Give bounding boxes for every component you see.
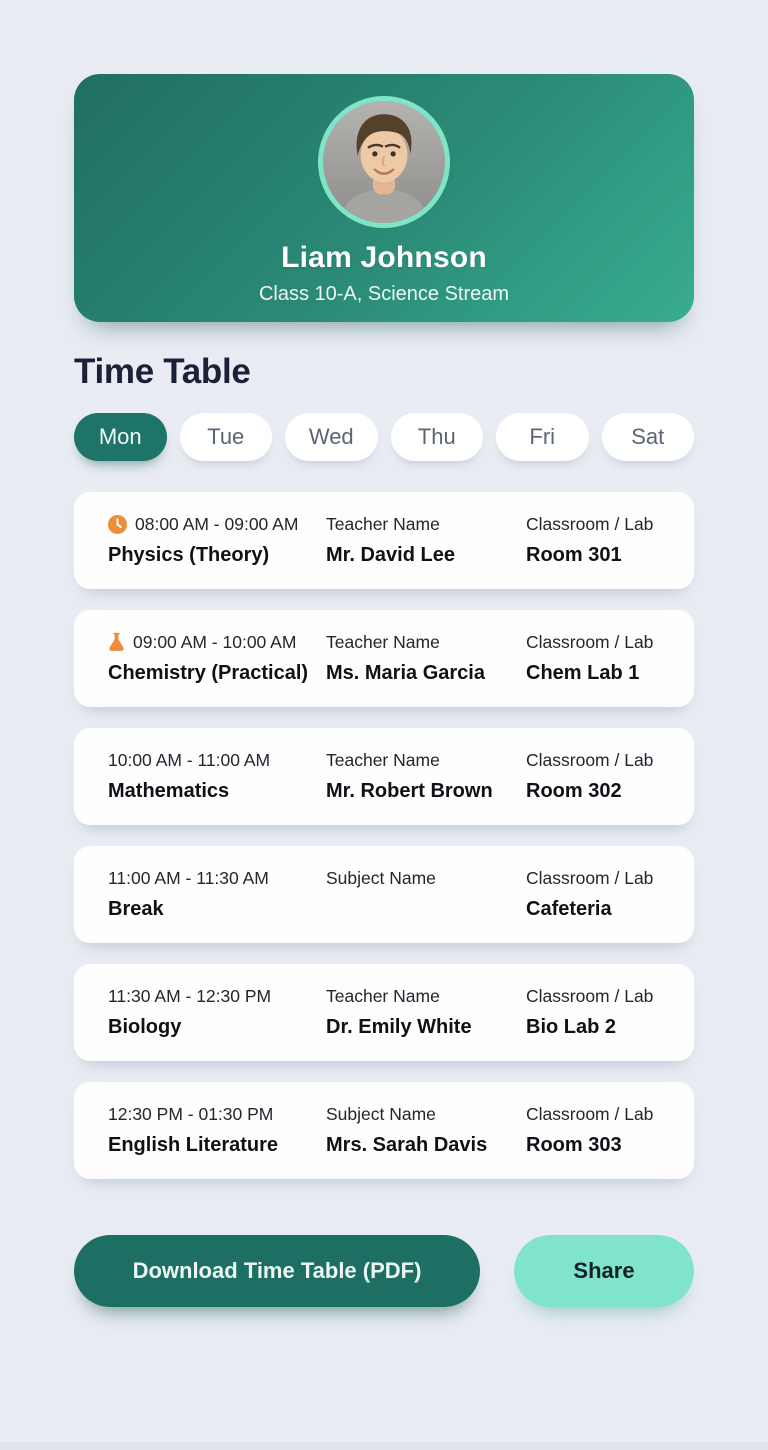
clock-icon [108,515,127,534]
classroom-cell [526,514,678,567]
subject-name: Mathematics [108,780,230,802]
time-subject-cell [108,868,326,921]
teacher-cell [326,1104,526,1157]
flask-icon [108,632,125,652]
action-buttons-row [74,1235,694,1307]
bottom-strip [0,1442,768,1450]
subject-name: Physics (Theory) [108,544,270,566]
day-tab-label: Fri [529,424,556,449]
classroom-value: Room 302 [526,780,622,802]
download-pdf-button[interactable]: Download Time Table (PDF) [74,1235,480,1307]
main-content [74,74,694,1307]
schedule-card [74,846,694,943]
day-tab-label: Thu [417,424,456,449]
teacher-cell [326,514,526,567]
classroom-label: Classroom / Lab [526,868,654,888]
classroom-value: Room 301 [526,544,622,566]
classroom-label: Classroom / Lab [526,1104,654,1124]
teacher-value: Ms. Maria Garcia [326,662,485,684]
page-title: Time Table [74,352,251,391]
day-tab-fri[interactable] [496,413,589,461]
teacher-value: Mr. Robert Brown [326,780,493,802]
teacher-label: Subject Name [326,1104,436,1124]
teacher-cell [326,868,526,921]
teacher-label: Subject Name [326,868,436,888]
subject-name: Break [108,898,164,920]
day-tab-label: Wed [308,424,354,449]
teacher-value: Mrs. Sarah Davis [326,1134,488,1156]
classroom-label: Classroom / Lab [526,632,654,652]
classroom-cell [526,868,678,921]
teacher-label: Teacher Name [326,632,440,652]
time-subject-cell [108,514,326,567]
day-tab-label: Mon [98,424,142,449]
schedule-list [74,492,694,1179]
teacher-value [326,897,526,921]
schedule-card [74,492,694,589]
day-tab-tue[interactable] [180,413,273,461]
classroom-value: Chem Lab 1 [526,662,640,684]
day-tab-label: Sat [631,424,665,449]
classroom-label: Classroom / Lab [526,750,654,770]
teacher-label: Teacher Name [326,750,440,770]
classroom-cell [526,750,678,803]
time-row [108,750,326,770]
time-subject-cell [108,750,326,803]
day-tab-wed[interactable] [285,413,378,461]
time-row [108,868,326,888]
schedule-card [74,1082,694,1179]
subject-name: Biology [108,1016,182,1038]
time-range: 11:30 AM - 12:30 PM [108,986,272,1006]
day-tab-label: Tue [207,424,245,449]
teacher-label: Teacher Name [326,514,440,534]
classroom-value: Room 303 [526,1134,622,1156]
time-range: 11:00 AM - 11:30 AM [108,868,269,888]
share-button[interactable]: Share [514,1235,694,1307]
time-row [108,1104,326,1124]
time-subject-cell [108,632,326,685]
student-profile-card [74,74,694,322]
classroom-cell [526,1104,678,1157]
classroom-label: Classroom / Lab [526,986,654,1006]
day-tab-mon[interactable] [74,413,167,461]
time-row [108,514,326,534]
time-row [108,986,326,1006]
avatar-portrait-illustration [323,101,445,223]
time-range: 10:00 AM - 11:00 AM [108,750,271,770]
day-tab-thu[interactable] [391,413,484,461]
schedule-card [74,610,694,707]
teacher-cell [326,632,526,685]
time-range: 08:00 AM - 09:00 AM [135,514,299,534]
teacher-label: Teacher Name [326,986,440,1006]
subject-name: English Literature [108,1134,279,1156]
day-tabs [74,413,694,461]
student-class: Class 10-A, Science Stream [258,283,510,305]
classroom-cell [526,986,678,1039]
schedule-card [74,728,694,825]
teacher-value: Dr. Emily White [326,1016,472,1038]
time-range: 09:00 AM - 10:00 AM [133,632,297,652]
time-subject-cell [108,1104,326,1157]
time-range: 12:30 PM - 01:30 PM [108,1104,274,1124]
classroom-label: Classroom / Lab [526,514,654,534]
student-avatar [318,96,450,228]
teacher-cell [326,750,526,803]
subject-name: Chemistry (Practical) [108,662,309,684]
day-tab-sat[interactable] [602,413,695,461]
schedule-card [74,964,694,1061]
time-row [108,632,326,652]
classroom-value: Bio Lab 2 [526,1016,617,1038]
classroom-cell [526,632,678,685]
time-subject-cell [108,986,326,1039]
teacher-cell [326,986,526,1039]
classroom-value: Cafeteria [526,898,612,920]
teacher-value: Mr. David Lee [326,544,455,566]
student-name: Liam Johnson [281,241,487,274]
